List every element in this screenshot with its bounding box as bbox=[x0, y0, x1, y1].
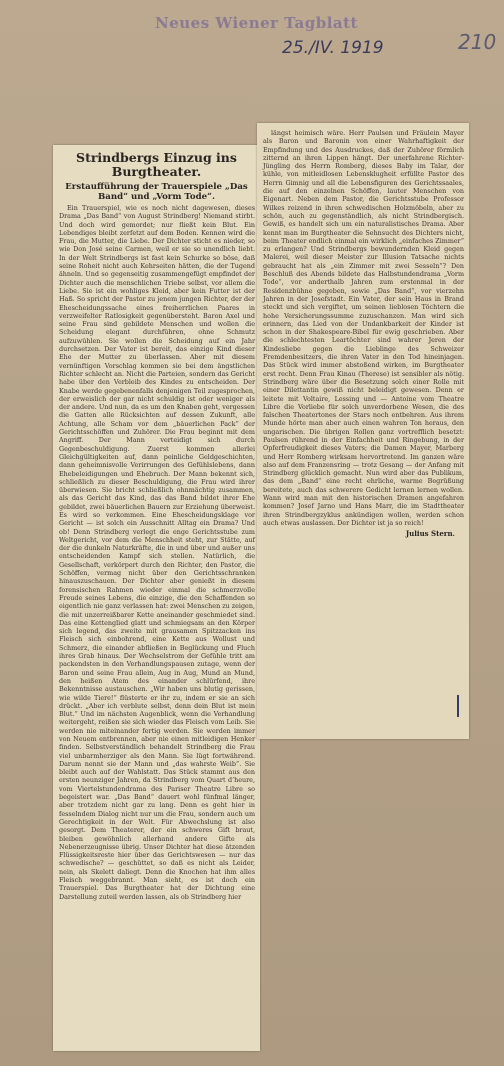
handwritten-date: 25./IV. 1919 bbox=[282, 38, 384, 58]
article-subtitle: Erstaufführung der Trauerspiele „Das Band“ und „Vorm Tode“. bbox=[65, 182, 248, 202]
paragraph: längst heimisch wäre. Herr Paulsen und Fräulein Mayer als Baron und Baronin von einer Wahrhaftigkeit der Empfindung und des Ausdruckes, daß der Zuhörer förmlich zitternd an ihren Lippen hängt. Der unerfahrene Richter-Jüngling des Herrn Romberg, dieses Baby im Talar, der kühle, von mitleidlosen Lebensklugheit erfüllte Pastor des Herrn Gimnig und all die Lebensfiguren des Gerichtssaales, die auf den einzelnen Schöffen, lauter Menschen von Eigenart. Neben dem Pastor, die Gerichtsstube Professor Wilkes reizend in ihren schwedischen Holzmöbeln, aber zu schön, auch zu gegenständlich, als nicht Strindbergisch. Gewiß, es handelt sich um ein naturalistisches Drama. Aber kennt man im Burgtheater die Sehnsucht des Dichters nicht, beim Theater endlich einmal ein wirklich „einfaches Zimmer“ zu erlangen? Und Strindbergs bewundernden Kleid gegen Malerei, weil dieser Meister zur Illusion Tatsache nichts gebraucht hat als „ein Zimmer mit zwei Sesseln“? Den Beschluß des Abends bildete das Halbstundendrama „Vorm Tode“, vor anderthalb Jahren zum erstenmal in der Residenzbühne gegeben, sowie „Das Band“, vor vierzehn Jahren in der Josefstadt. Ein Vater, der sein Haus in Brand steckt und sich vergiftet, um seinen lieblosen Töchtern die hohe Versicherungssumme zuzuschanzen. Man wird sich erinnern, das Lied von der Undankbarkeit der Kinder ist schon in der Shakespeare-Bibel für ewig geschrieben. Aber die schlechtesten Leartöchter sind wahrer Jeren der Kindesliebe gegen die Lieblinge des Schweizer Fremdenbesitzers, die ihren Vater in den Tod hineinjagen. Das Stück wird immer abstoßend wirken, im Burgtheater erst recht. Denn Frau Kinau (Therese) ist sensibler als nötig. Strindberg wäre über die Besetzung solch einer Rolle mit einer Dilettantin gewiß nicht beleidigt gewesen. Denn er leitete mit Voltaire, Lessing und — Antoine vom Theatre Libre die Vorliebe für solch unverdorbene Wesen, die des falschen Theatertones der Stars noch entbehren. Aus ihrem Munde hörte man aber auch einen wahren Ton heraus, den ungarischen. Die übrigen Rollen ganz vortrefflich besetzt: Paulsen rührend in der Einfachheit und Ringebung, in der Opferfreudigkeit dieses Vaters; die Damen Mayer, Marberg und Herr Romberg wirksam hervortretend. Im ganzen wäre also auf dem Franzensring — trotz Gesang — der Anfang mit Strindberg glücklich gemacht. Nun wird aber das Publikum, das dem „Band“ eine recht ehrliche, warme Begrüßung bereitete, auch das schwerere Gedicht lernen lernen wollen. Wann wird man mit den historischen Dramen angefahren kommen? Josef Jarno und Hans Marr, die im Stadttheater ihren Strindbergzyklus ankündigen wollen, werden schon auch etwas auslassen. Der Dichter ist ja so reich! bbox=[263, 129, 464, 527]
article-body-right bbox=[257, 123, 469, 527]
author-signature: Julius Stern. bbox=[405, 529, 455, 539]
clipping-right-column bbox=[257, 123, 469, 739]
archive-header bbox=[0, 0, 504, 110]
handwritten-page-number: 210 bbox=[458, 30, 497, 54]
article-title: Strindbergs Einzug ins Burgtheater. bbox=[76, 150, 237, 179]
article-body-left bbox=[53, 204, 260, 901]
ink-mark bbox=[457, 695, 459, 717]
newspaper-name-stamp: Neues Wiener Tagblatt bbox=[155, 14, 358, 32]
paragraph: Ein Trauerspiel, wie es noch nicht dagewesen, dieses Drama „Das Band“ von August Strindberg! Niemand stirbt. Und doch wird gemordet; nur fließt kein Blut. Ein Lebendiges bleibt zerfetzt auf dem Boden. Kennen wird die Frau, die Mutter, die Liebe. Der Dichter sticht es nieder, so wie Don José seine Carmen, weil er sie so unendlich liebt. In der Welt Strindbergs ist fast kein Schurke so böse, daß seine Roheit nicht auch Kehrseiten hätten, die der Tugend ähneln. Und so gegenseitig zusammengefügt empfindet der Dichter auch die menschlichen Triebe selbst, vor allem die Liebe. Sie ist ein wohliges Kleid, aber kein Futter ist der Haß. So spricht der Pastor zu jenem jungen Richter, der der Ehescheidungssache eines freiherrlichen Paares in verzweifelter Ratlosigkeit gegenübersteht. Baron Axel und seine Frau sind gebildete Menschen und wollen die Scheidung elegant durchführen, ohne Schmutz aufzuwühlen. Sie wollen die Scheidung auf ein Jahr durchsetzen. Der Vater ist bereit, das einzige Kind dieser Ehe der Mutter zu überlassen. Aber mit diesem vernünftigen Vorschlag kommen sie bei dem ängstlichen Richter schlecht an. Nicht die Parteien, sondern das Gericht habe über den Verbleib des Kindes zu entscheiden. Der Knabe werde gegebenenfalls denjenigen Teil zugesprochen, der erweislich der gar nicht schuldig ist oder weniger als der andere. Und nun, da es um den Knaben geht, vergessen die Gatten alle Rücksichten auf dessen Zukunft, alle Achtung, alle Scham vor dem „bäuerlichen Pack“ der Gerichtsschöffen und Zuhörer. Die Frau beginnt mit dem Angriff. Der Mann verteidigt sich durch Gegenbeschuldigung. Zuerst kommen allerlei Gleichgültigkeiten auf, dann peinliche Geldgeschichten, dann geheimnisvolle Verirrungen des Gefühlslebens, dann Ehebeleidigungen und Ehebruch. Der Mann bekennt sich, schließlich zu dieser Beschuldigung, die Frau wird ihrer überwiesen. Sie bricht schließlich ohnmächtig zusammen, als das Gericht das Kind, das das Band bildet ihrer Ehe gebildet, zwei bäuerlichen Bauern zur Erziehung überweist. Es wird so verkommen. Eine Ehescheidungsklage vor Gericht — ist solch ein Ausschnitt Alltag ein Drama? Und ob! Denn Strindberg verlegt die enge Gerichtsstube zum Weltgericht, vor dem die Menschheit steht, zur Stätte, auf der die dunkeln Naturkräfte, die in und über und außer uns entscheidenden Kampf sich stellen. Natürlich, die Gesellschaft, verkörpert durch den Richter, den Pastor, die Schöffen, vermag nicht über den Gerichtsschranken hinauszuschauen. Der Dichter aber genießt in diesem forensischen Rahmen wieder einmal die schmerzvolle Freude seines Lebens, die einzige, die den Schaffenden so eigentlich nie ganz verlassen hat: zwei Menschen zu zeigen, die mit unzerreißbarer Kette aneinander geschmiedet sind. Das eine Kettenglied glatt und schmiegsam an den Körper sich legend, das zweite mit grausamen Spitzzacken ins Fleisch sich einbohrend, eine Kette aus Wollust und Schmerz, die einander abfließen in Beglückung und Fluch ihres Grab hinaus. Der Wechselstrom der Gefühle tritt am packendsten in den Verhandlungspausen zutage, wenn der Baron und seine Frau allein, Aug in Aug, Mund an Mund, den heißen Atem des einander schlürfend, ihre Bekenntnisse austauschen. „Wir haben uns blutig gerissen, wie wilde Tiere!“ flüsterte er ihr zu, indem er sie an sich drückt. „Aber ich verblute selbst, denn dein Blut ist mein Blut.“ Und im nächsten Augenblick, wenn die Verhandlung weitergeht, reißen sie sich wieder das Fleisch vom Leib. Sie werden nie miteinander fertig werden. Sie werden immer von Neuem entbrennen, aber nie einen mitleidigen Henker finden. Selbstverständlich behandelt Strindberg die Frau viel unbarmherziger als den Mann. Sie lügt fortwährend. Darum nennt sie der Mann und „das wahrste Weib“. Sie bleibt auch auf der Wahlstatt. Das Stück stammt aus den ersten neunziger Jahren, da Strindberg vom Quart d’heure, vom Viertelstundendrama des Pariser Theatre Libre so begeistert war. „Das Band“ dauert wohl fünfmal länger, aber trotzdem nicht gar zu lang. Denn es geht hier in fesselndem Dialog nicht nur um die Frau, sondern auch um Gerechtigkeit in der Welt. Für Abwechslung ist also gesorgt. Dem Theaterer, der ein schweres Gift braut, bleiben gewöhnlich allerhand andere Gifte als Nebenerzeugnisse übrig. Unser Dichter hat diese ätzenden Flüssigkeitsreste hier über das Gerichtswesen — nur das schwedische? — geschüttet, so daß es nicht als Leider, nein, als Skelett daliegt. Denn die Knochen hat ihm alles Fleisch weggebrannt. Man sieht, es ist doch ein Trauerspiel. Das Burgtheater hat der Dichtung eine Darstellung zuteil werden lassen, als ob Strindberg hier bbox=[59, 204, 255, 901]
clipping-left-column bbox=[53, 145, 260, 1051]
